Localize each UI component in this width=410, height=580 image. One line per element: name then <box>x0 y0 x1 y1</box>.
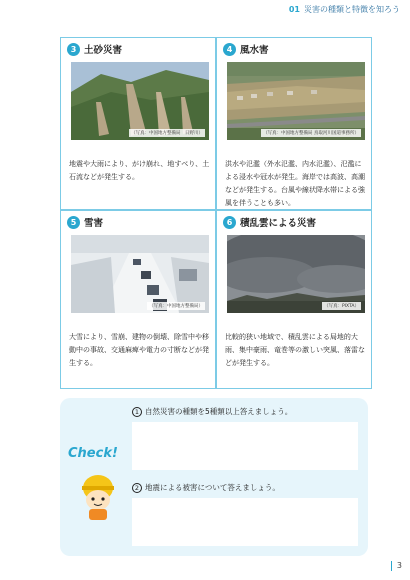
photo-credit: （写真：中国地方整備局 日野川） <box>131 131 203 136</box>
card-title: 積乱雲による災害 <box>240 218 317 229</box>
snow-photo <box>71 235 209 313</box>
card-number-badge: 4 <box>223 43 236 56</box>
card-description: 比較的狭い地域で、積乱雲による局地的大雨、集中豪雨、竜巻等の激しい突風、落雷などが発生する。 <box>225 333 365 367</box>
card-number-badge: 6 <box>223 216 236 229</box>
question-number: 2 <box>132 483 142 493</box>
mascot-icon <box>78 470 118 522</box>
card-title: 雪害 <box>84 218 104 229</box>
photo-credit: （写真：中国地方整備局 鳥取河川国道事務所） <box>263 131 359 136</box>
card-heading <box>223 42 269 56</box>
card-title: 土砂災害 <box>84 45 123 56</box>
question-text: 自然災害の種類を5種類以上答えましょう。 <box>145 407 293 416</box>
card-flood <box>217 38 371 209</box>
photo-credit: （写真：中国地方整備局） <box>149 304 203 309</box>
card-description: 地震や大雨により、がけ崩れ、地すべり、土石流などが発生する。 <box>69 160 210 181</box>
disaster-grid <box>60 37 372 389</box>
card-landslide <box>61 38 215 209</box>
card-heading <box>67 42 122 56</box>
section-number: 01 <box>288 5 300 14</box>
card-number-badge: 5 <box>67 216 80 229</box>
check-section <box>60 398 368 556</box>
page-divider <box>391 561 392 571</box>
check-label: Check! <box>68 446 118 461</box>
card-heading <box>67 215 103 229</box>
flood-photo <box>227 62 365 140</box>
answer-box-1[interactable] <box>132 422 358 470</box>
card-heading <box>223 215 316 229</box>
card-title: 風水害 <box>240 45 269 56</box>
question-2 <box>132 482 280 493</box>
photo-credit: （写真：PIXTA） <box>323 304 359 309</box>
card-cumulonimbus <box>217 211 371 382</box>
card-description: 大雪により、雪崩、建物の倒壊、除雪中や移動中の事故、交通麻痺や電力の寸断などが発生する。 <box>69 333 209 367</box>
page-number: 3 <box>396 561 402 570</box>
question-1 <box>132 406 292 417</box>
landslide-photo <box>71 62 209 140</box>
answer-box-2[interactable] <box>132 498 358 546</box>
card-snow <box>61 211 215 382</box>
card-number-badge: 3 <box>67 43 80 56</box>
card-description: 洪水や氾濫（外水氾濫、内水氾濫）、氾濫による浸水や冠水が発生。海岸では高波、高潮などが発生する。台風や線状降水帯による強風を伴うことも多い。 <box>225 160 365 207</box>
section-header <box>289 4 400 15</box>
question-text: 地震による被害について答えましょう。 <box>145 483 280 492</box>
question-number: 1 <box>132 407 142 417</box>
section-title: 災害の種類と特徴を知ろう <box>304 5 400 14</box>
cumulonimbus-photo <box>227 235 365 313</box>
